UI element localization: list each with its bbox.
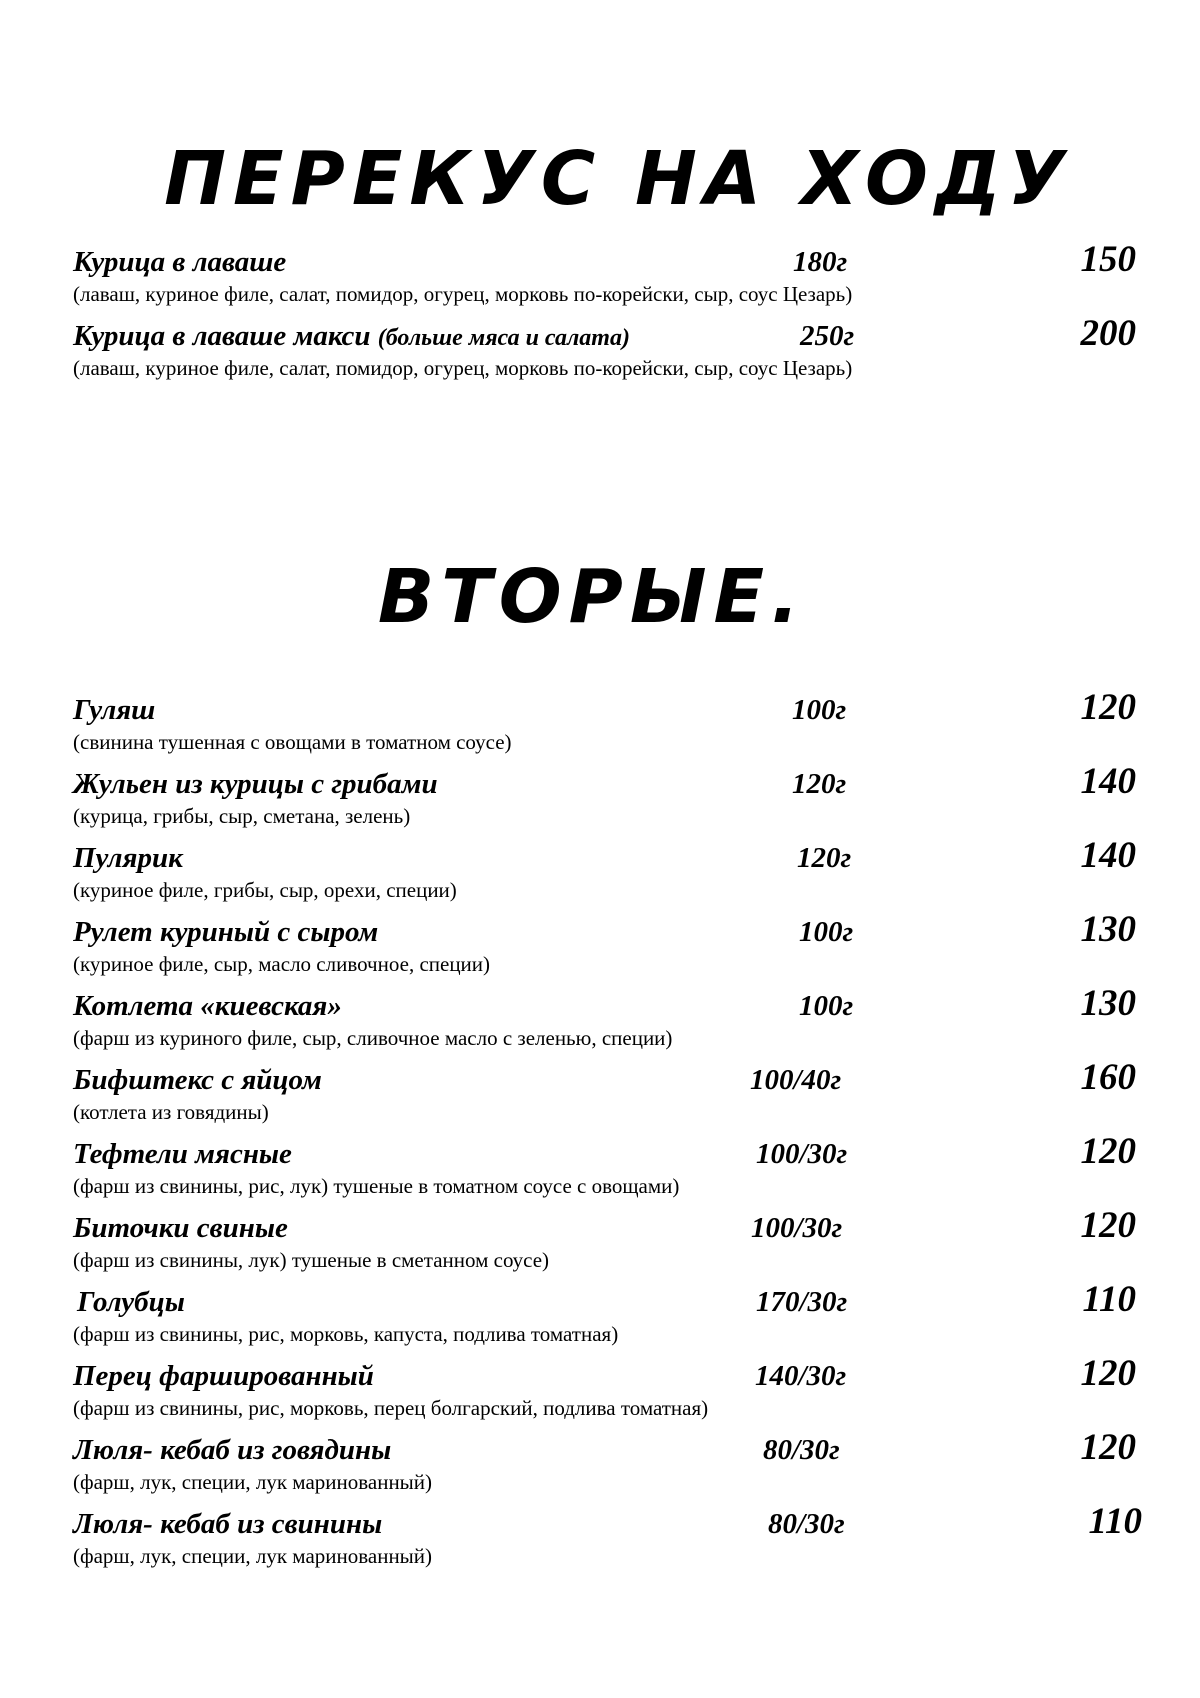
item-name: Гуляш xyxy=(73,694,156,726)
item-description: (свинина тушенная с овощами в томатном соусе) xyxy=(73,730,512,754)
item-weight: 120г xyxy=(797,842,852,874)
item-description: (курица, грибы, сыр, сметана, зелень) xyxy=(73,804,411,828)
item-weight: 100г xyxy=(799,916,854,948)
menu-item xyxy=(0,1279,1200,1359)
item-name: Рулет куриный с сыром xyxy=(73,916,379,948)
menu-item xyxy=(0,909,1200,989)
item-name: Перец фаршированный xyxy=(73,1360,374,1392)
item-weight: 180г xyxy=(793,246,848,278)
item-name: Люля- кебаб из говядины xyxy=(73,1434,392,1466)
item-weight: 80/30г xyxy=(763,1434,840,1466)
item-description: (фарш из свинины, рис, морковь, капуста, подлива томатная) xyxy=(73,1322,619,1346)
item-description: (фарш, лук, специи, лук маринованный) xyxy=(73,1544,433,1568)
item-name: Бифштекс с яйцом xyxy=(73,1064,322,1096)
item-price: 120 xyxy=(1080,1205,1136,1246)
item-weight: 100/30г xyxy=(756,1138,848,1170)
item-price: 110 xyxy=(1088,1501,1142,1542)
item-name: Котлета «киевская» xyxy=(73,990,342,1022)
item-description: (куриное филе, сыр, масло сливочное, специи) xyxy=(73,952,491,976)
item-weight: 100г xyxy=(792,694,847,726)
item-name: Люля- кебаб из свинины xyxy=(73,1508,383,1540)
item-description: (фарш из свинины, рис, лук) тушеные в томатном соусе с овощами) xyxy=(73,1174,680,1198)
item-description: (фарш, лук, специи, лук маринованный) xyxy=(73,1470,433,1494)
menu-item xyxy=(0,835,1200,915)
item-weight: 250г xyxy=(800,320,855,352)
item-weight: 170/30г xyxy=(756,1286,848,1318)
section-title-mains: ВТОРЫЕ. xyxy=(377,554,807,640)
item-description: (лаваш, куриное филе, салат, помидор, огурец, морковь по-корейски, сыр, соус Цезарь) xyxy=(73,282,853,306)
item-price: 130 xyxy=(1080,983,1136,1024)
item-price: 110 xyxy=(1082,1279,1136,1320)
item-name: Голубцы xyxy=(77,1286,185,1318)
item-description: (фарш из свинины, лук) тушеные в сметанном соусе) xyxy=(73,1248,550,1272)
item-name-note: (больше мяса и салата) xyxy=(377,325,630,351)
item-price: 120 xyxy=(1080,1427,1136,1468)
menu-item xyxy=(0,1057,1200,1137)
menu-item xyxy=(0,239,1200,319)
item-description: (куриное филе, грибы, сыр, орехи, специи) xyxy=(73,878,457,902)
item-price: 120 xyxy=(1080,687,1136,728)
item-price: 120 xyxy=(1080,1131,1136,1172)
item-price: 140 xyxy=(1080,761,1136,802)
menu-item xyxy=(0,1131,1200,1211)
item-weight: 100г xyxy=(799,990,854,1022)
menu-item xyxy=(0,1205,1200,1285)
menu-item xyxy=(0,983,1200,1063)
item-weight: 100/30г xyxy=(751,1212,843,1244)
menu-item xyxy=(0,1353,1200,1433)
item-name: Тефтели мясные xyxy=(73,1138,292,1170)
item-price: 150 xyxy=(1080,239,1136,280)
menu-item xyxy=(0,687,1200,767)
item-description: (лаваш, куриное филе, салат, помидор, огурец, морковь по-корейски, сыр, соус Цезарь) xyxy=(73,356,853,380)
menu-item xyxy=(0,761,1200,841)
item-name: Жульен из курицы с грибами xyxy=(73,768,438,800)
item-price: 200 xyxy=(1080,313,1136,354)
menu-item xyxy=(0,313,1200,393)
item-name: Курица в лаваше xyxy=(73,246,287,278)
menu-item xyxy=(0,1501,1200,1581)
item-name: Курица в лаваше макси (больше мяса и салата) xyxy=(73,320,630,352)
item-description: (фарш из свинины, рис, морковь, перец болгарский, подлива томатная) xyxy=(73,1396,709,1420)
item-price: 140 xyxy=(1080,835,1136,876)
item-weight: 100/40г xyxy=(750,1064,842,1096)
item-weight: 140/30г xyxy=(755,1360,847,1392)
item-description: (котлета из говядины) xyxy=(73,1100,269,1124)
item-name: Биточки свиные xyxy=(73,1212,288,1244)
item-price: 130 xyxy=(1080,909,1136,950)
section-title-snack: ПЕРЕКУС НА ХОДУ xyxy=(164,136,1072,222)
item-description: (фарш из куриного филе, сыр, сливочное масло с зеленью, специи) xyxy=(73,1026,673,1050)
item-price: 160 xyxy=(1080,1057,1136,1098)
menu-item xyxy=(0,1427,1200,1507)
item-weight: 80/30г xyxy=(768,1508,845,1540)
item-weight: 120г xyxy=(792,768,847,800)
item-name: Пулярик xyxy=(73,842,183,874)
item-price: 120 xyxy=(1080,1353,1136,1394)
